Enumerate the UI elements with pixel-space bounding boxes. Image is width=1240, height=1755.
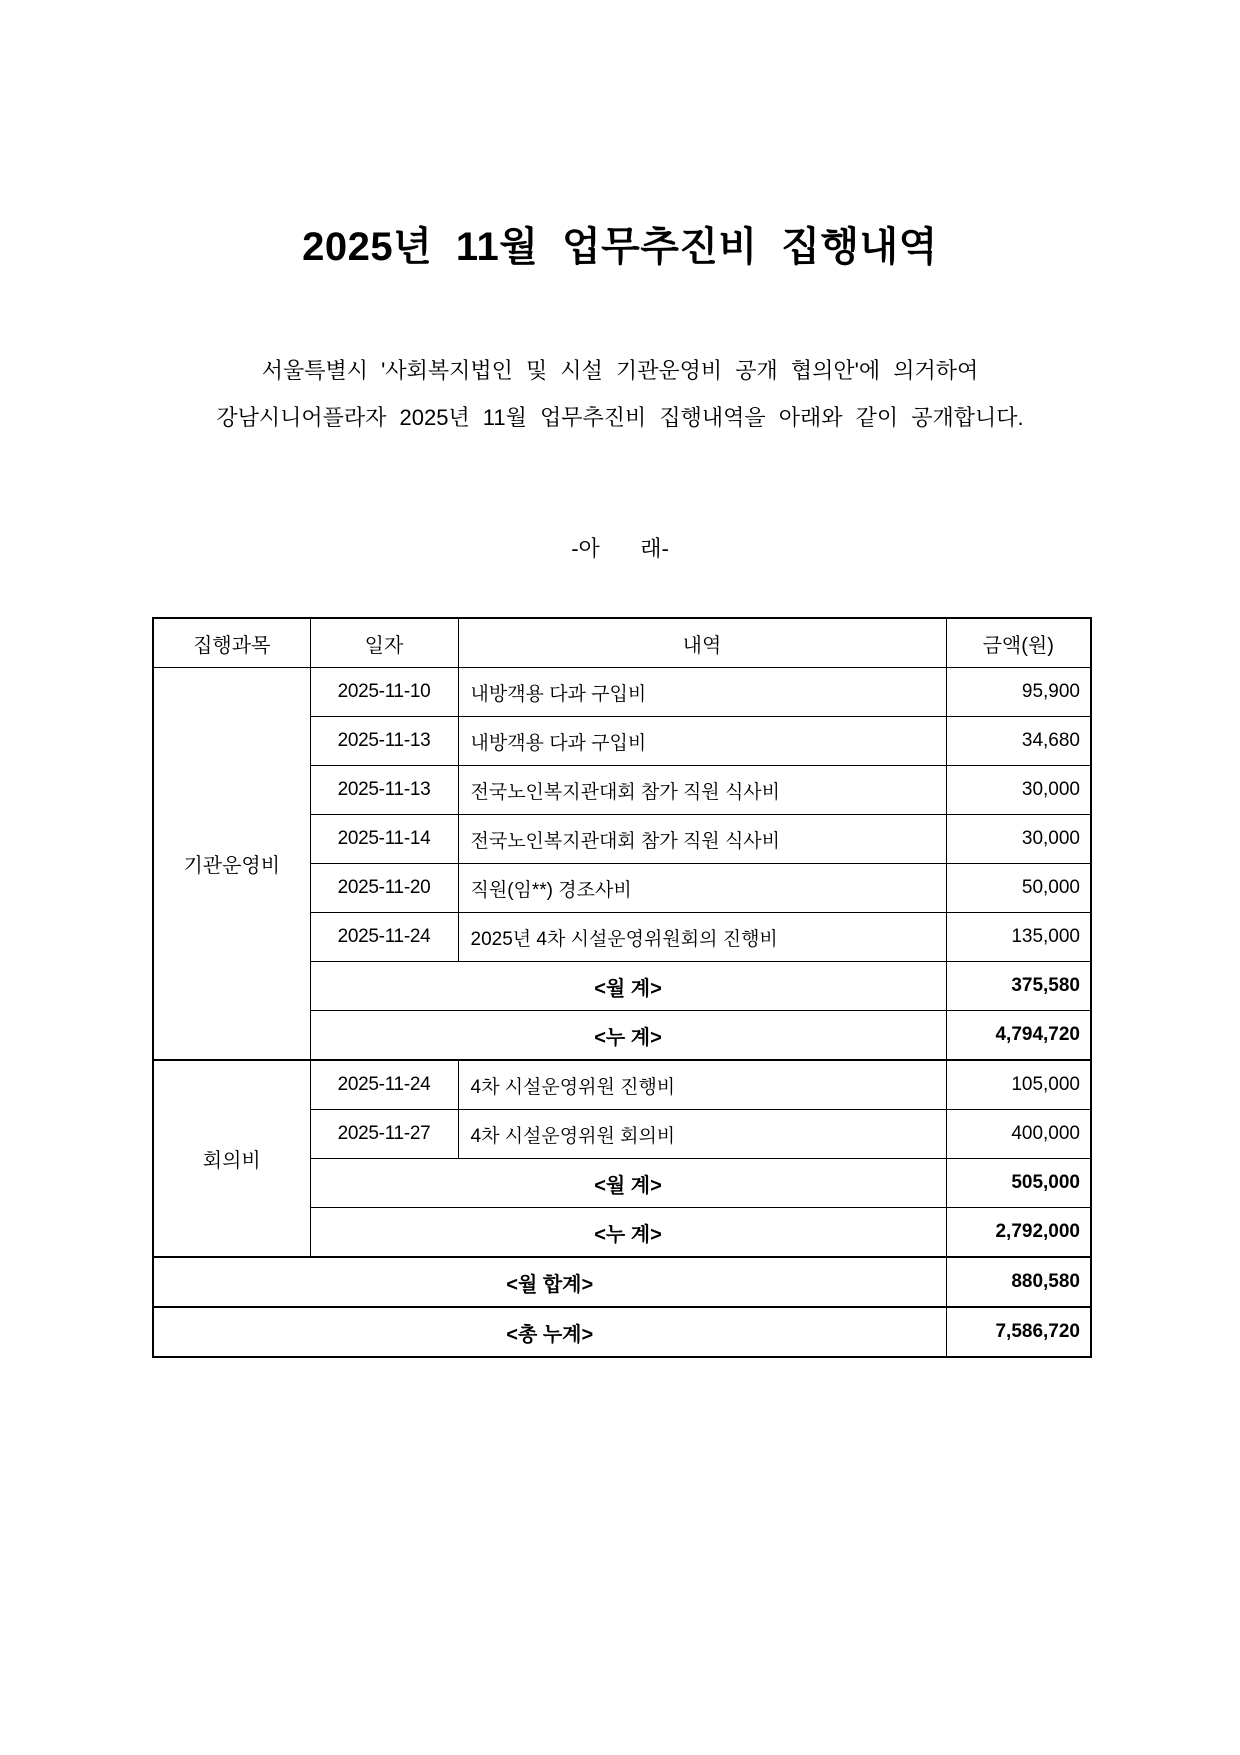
description-cell: 직원(임**) 경조사비: [458, 864, 946, 913]
date-cell: 2025-11-27: [310, 1110, 458, 1159]
amount-cell: 34,680: [946, 717, 1091, 766]
grand-total-row: [153, 1257, 1091, 1307]
header-cell-category: 집행과목: [153, 618, 310, 668]
intro-line-1: 서울특별시 '사회복지법인 및 시설 기관운영비 공개 협의안'에 의거하여: [261, 358, 979, 383]
description-cell: 전국노인복지관대회 참가 직원 식사비: [458, 766, 946, 815]
description-cell: 내방객용 다과 구입비: [458, 717, 946, 766]
table-row: [153, 1060, 1091, 1110]
description-cell: 4차 시설운영위원 진행비: [458, 1060, 946, 1110]
monthly-grand-total-label: <월 합계>: [153, 1257, 946, 1307]
date-cell: 2025-11-20: [310, 864, 458, 913]
header-cell-description: 내역: [458, 618, 946, 668]
header-cell-amount: 금액(원): [946, 618, 1091, 668]
monthly-subtotal-amount: 375,580: [946, 962, 1091, 1011]
date-cell: 2025-11-13: [310, 717, 458, 766]
monthly-subtotal-label: <월 계>: [310, 962, 946, 1011]
category-cell-operating: 기관운영비: [153, 668, 310, 1061]
table-row: [153, 668, 1091, 717]
overall-cumulative-label: <총 누계>: [153, 1307, 946, 1357]
monthly-grand-total-amount: 880,580: [946, 1257, 1091, 1307]
date-cell: 2025-11-13: [310, 766, 458, 815]
amount-cell: 30,000: [946, 815, 1091, 864]
amount-cell: 400,000: [946, 1110, 1091, 1159]
description-cell: 전국노인복지관대회 참가 직원 식사비: [458, 815, 946, 864]
intro-line-2: 강남시니어플라자 2025년 11월 업무추진비 집행내역을 아래와 같이 공개합니다.: [216, 405, 1024, 430]
date-cell: 2025-11-14: [310, 815, 458, 864]
amount-cell: 95,900: [946, 668, 1091, 717]
cumulative-subtotal-amount: 2,792,000: [946, 1208, 1091, 1258]
intro-paragraph: [40, 347, 1200, 441]
description-cell: 4차 시설운영위원 회의비: [458, 1110, 946, 1159]
category-cell-meeting: 회의비: [153, 1060, 310, 1257]
table-header-row: [153, 618, 1091, 668]
description-cell: 내방객용 다과 구입비: [458, 668, 946, 717]
header-cell-date: 일자: [310, 618, 458, 668]
amount-cell: 135,000: [946, 913, 1091, 962]
expense-table: [152, 617, 1092, 1358]
grand-total-row: [153, 1307, 1091, 1357]
amount-cell: 50,000: [946, 864, 1091, 913]
monthly-subtotal-label: <월 계>: [310, 1159, 946, 1208]
amount-cell: 30,000: [946, 766, 1091, 815]
cumulative-subtotal-label: <누 계>: [310, 1208, 946, 1258]
description-cell: 2025년 4차 시설운영위원회의 진행비: [458, 913, 946, 962]
amount-cell: 105,000: [946, 1060, 1091, 1110]
date-cell: 2025-11-24: [310, 913, 458, 962]
cumulative-subtotal-amount: 4,794,720: [946, 1011, 1091, 1061]
document-title: 2025년 11월 업무추진비 집행내역: [302, 225, 938, 269]
cumulative-subtotal-label: <누 계>: [310, 1011, 946, 1061]
below-label: -아 래-: [571, 536, 669, 561]
date-cell: 2025-11-24: [310, 1060, 458, 1110]
monthly-subtotal-amount: 505,000: [946, 1159, 1091, 1208]
overall-cumulative-amount: 7,586,720: [946, 1307, 1091, 1357]
date-cell: 2025-11-10: [310, 668, 458, 717]
